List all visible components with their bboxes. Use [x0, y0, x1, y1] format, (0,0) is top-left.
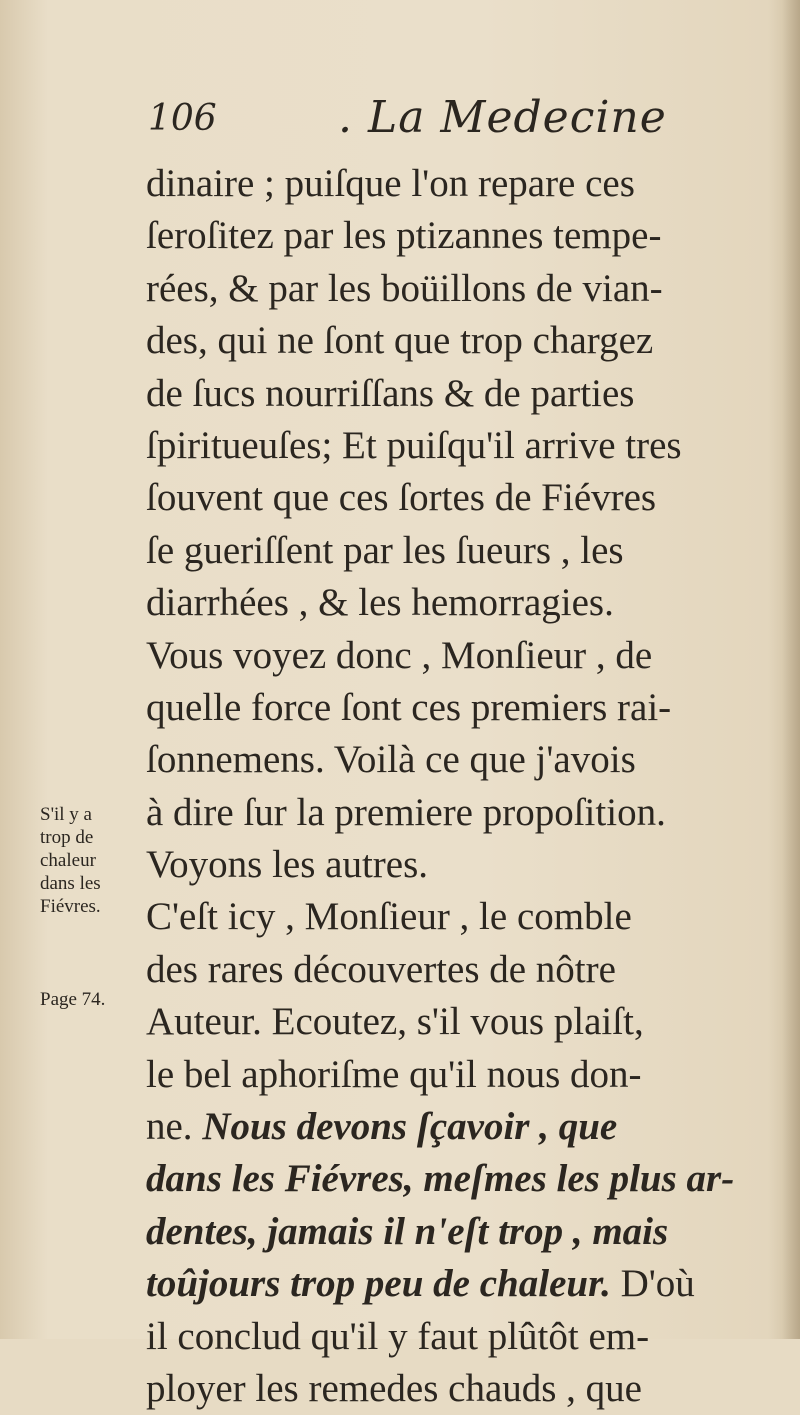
text-line: ſonnemens. Voilà ce que j'avois [146, 738, 636, 782]
text-line: C'eſt icy , Monſieur , le comble [146, 895, 632, 939]
margin-note-page-ref: Page 74. [40, 989, 106, 1010]
text-line: toûjours trop peu de chaleur. D'où [146, 1262, 695, 1306]
text-line: le bel aphoriſme qu'il nous don- [146, 1052, 642, 1096]
page-edge-shadow [782, 0, 800, 1339]
italic-quote: dentes, jamais il n'eſt trop , mais [146, 1209, 669, 1253]
text-line: des, qui ne ſont que trop chargez [146, 319, 654, 363]
italic-quote: Nous devons ſçavoir , que [202, 1105, 618, 1149]
text-line: à dire ſur la premiere propoſition. [146, 790, 666, 834]
text-line: quelle force ſont ces premiers rai- [146, 685, 672, 729]
text-line: des rares découvertes de nôtre [146, 947, 616, 991]
text-line: Auteur. Ecoutez, s'il vous plaiſt, [146, 1000, 644, 1044]
italic-quote: toûjours trop peu de chaleur. [146, 1262, 611, 1306]
text-line: ſouvent que ces ſortes de Fiévres [146, 476, 657, 520]
text-line: ſpiritueuſes; Et puiſqu'il arrive tres [146, 423, 682, 467]
text-line: ployer les remedes chauds , que [146, 1366, 642, 1410]
text-line [146, 1153, 766, 1205]
body-text [146, 158, 766, 1415]
margin-note-heat: S'il y a trop de chaleur dans les Fiévres. [40, 804, 101, 917]
text-line: Vous voyez donc , Monſieur , de [146, 633, 653, 677]
page-header [148, 92, 748, 152]
italic-quote: dans les Fiévres, meſmes les plus ar- [146, 1157, 735, 1201]
text-line: de ſucs nourriſſans & de parties [146, 371, 635, 415]
text-line: Voyons les autres. [146, 843, 429, 887]
running-title: . La Medecine [338, 92, 667, 143]
text-line: il conclud qu'il y faut plûtôt em- [146, 1314, 650, 1358]
text-line: ſe gueriſſent par les ſueurs , les [146, 528, 624, 572]
text-line: diarrhées , & les hemorragies. [146, 581, 614, 625]
text-line: ſeroſitez par les ptizannes tempe- [146, 214, 662, 258]
text-line: ne. Nous devons ſçavoir , que [146, 1105, 618, 1149]
text-line: rées, & par les boüillons de vian- [146, 266, 663, 310]
page-number: 106 [148, 98, 217, 139]
text-line: dinaire ; puiſque l'on repare ces [146, 162, 635, 205]
text-line [146, 1206, 766, 1258]
